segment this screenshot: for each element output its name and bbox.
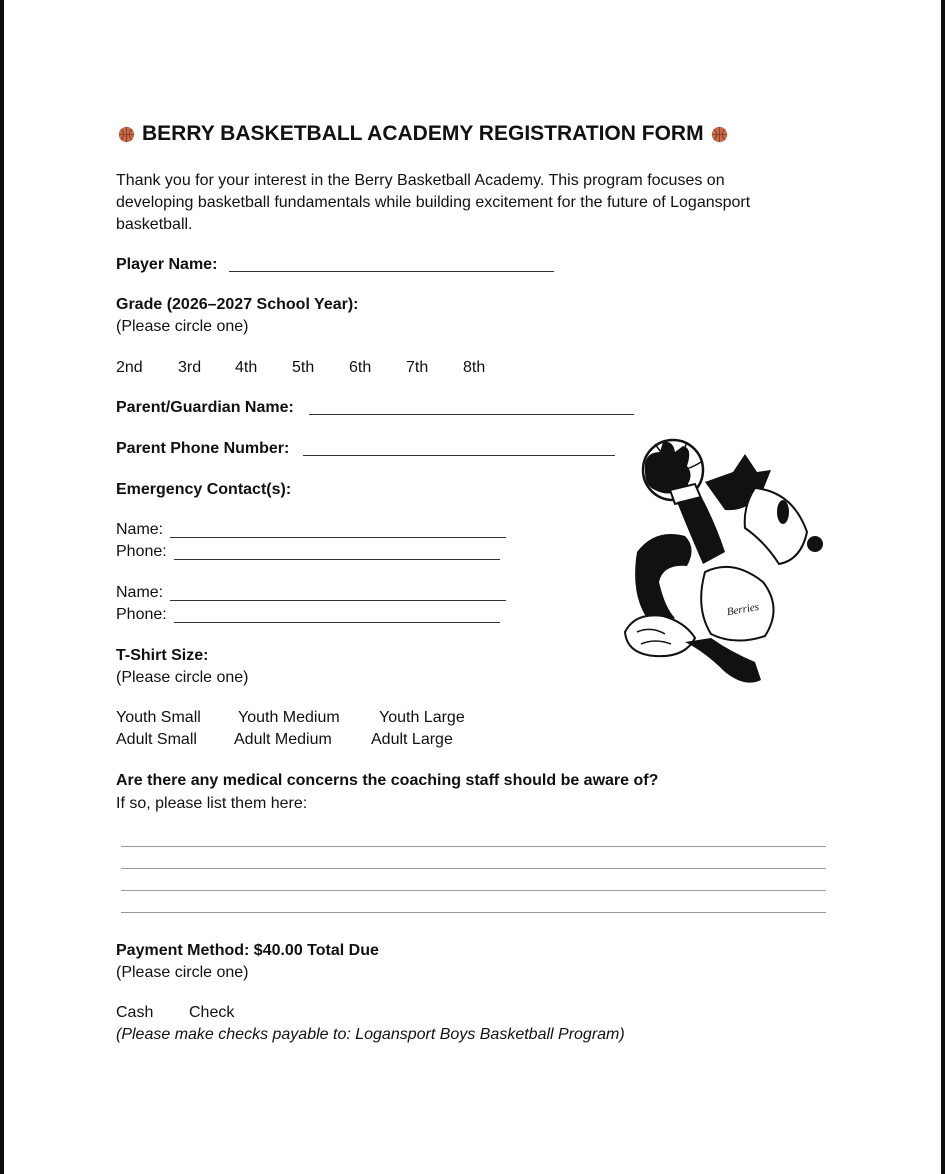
mascot-shirt-text: Berries — [725, 600, 760, 619]
intro-paragraph: Thank you for your interest in the Berry Basketball Academy. This program focuses on developing basketball fundamentals while building excitement for the future of Logansport basketball. — [116, 172, 751, 233]
grade-option-4th[interactable]: 4th — [235, 359, 258, 376]
grade-option-3rd[interactable]: 3rd — [178, 359, 202, 376]
medical-instruction: If so, please list them here: — [116, 795, 308, 812]
tshirt-option-adult-medium[interactable]: Adult Medium — [234, 731, 332, 748]
form-title — [118, 122, 728, 146]
emergency-2-name-field[interactable] — [170, 600, 506, 601]
grade-label: Grade (2026–2027 School Year): — [116, 296, 359, 313]
grade-option-6th[interactable]: 6th — [349, 359, 372, 376]
parent-name-field[interactable] — [309, 414, 634, 415]
basketball-icon — [118, 126, 135, 143]
medical-line-2[interactable] — [121, 868, 826, 869]
payment-note: (Please make checks payable to: Logansport Boys Basketball Program) — [116, 1026, 625, 1043]
player-name-field[interactable] — [229, 271, 554, 272]
tshirt-option-youth-small[interactable]: Youth Small — [116, 709, 201, 726]
medical-line-4[interactable] — [121, 912, 826, 913]
tshirt-option-youth-large[interactable]: Youth Large — [379, 709, 465, 726]
mascot-cat-basketball-illustration — [615, 432, 835, 692]
tshirt-size-label: T-Shirt Size: — [116, 647, 209, 664]
medical-line-1[interactable] — [121, 846, 826, 847]
tshirt-option-youth-medium[interactable]: Youth Medium — [238, 709, 340, 726]
parent-name-label: Parent/Guardian Name: — [116, 399, 294, 416]
payment-label: Payment Method: $40.00 Total Due — [116, 942, 379, 959]
basketball-icon — [711, 126, 728, 143]
parent-phone-label: Parent Phone Number: — [116, 440, 290, 457]
emergency-1-name-field[interactable] — [170, 537, 506, 538]
form-title-text: BERRY BASKETBALL ACADEMY REGISTRATION FORM — [142, 122, 704, 145]
grade-option-8th[interactable]: 8th — [463, 359, 486, 376]
tshirt-size-instruction: (Please circle one) — [116, 669, 249, 686]
grade-instruction: (Please circle one) — [116, 318, 249, 335]
tshirt-option-adult-large[interactable]: Adult Large — [371, 731, 453, 748]
emergency-1-phone-label: Phone: — [116, 543, 167, 560]
player-name-label: Player Name: — [116, 256, 218, 273]
emergency-contact-label: Emergency Contact(s): — [116, 481, 292, 498]
emergency-2-phone-field[interactable] — [174, 622, 500, 623]
grade-option-7th[interactable]: 7th — [406, 359, 429, 376]
grade-option-2nd[interactable]: 2nd — [116, 359, 143, 376]
emergency-1-phone-field[interactable] — [174, 559, 500, 560]
medical-line-3[interactable] — [121, 890, 826, 891]
emergency-2-name-label: Name: — [116, 584, 164, 601]
medical-question: Are there any medical concerns the coaching staff should be aware of? — [116, 772, 659, 789]
emergency-2-phone-label: Phone: — [116, 606, 167, 623]
payment-instruction: (Please circle one) — [116, 964, 249, 981]
payment-option-check[interactable]: Check — [189, 1004, 235, 1021]
parent-phone-field[interactable] — [303, 455, 615, 456]
emergency-1-name-label: Name: — [116, 521, 164, 538]
grade-option-5th[interactable]: 5th — [292, 359, 315, 376]
payment-option-cash[interactable]: Cash — [116, 1004, 154, 1021]
tshirt-option-adult-small[interactable]: Adult Small — [116, 731, 197, 748]
